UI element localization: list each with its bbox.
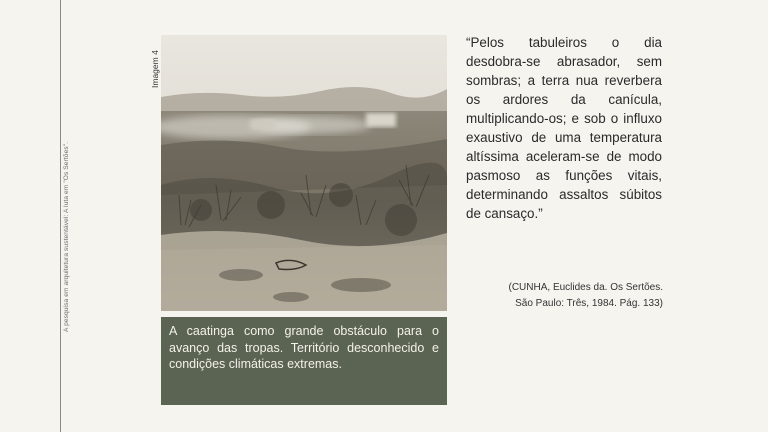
caatinga-landscape-photo	[161, 35, 447, 311]
citation-line-1: (CUNHA, Euclides da. Os Sertões.	[508, 282, 663, 293]
euclides-quote: “Pelos tabuleiros o dia desdobra-se abrasador, sem sombras; a terra nua reverbera os ardores da canícula, multiplicando-os; e sob o influxo exaustivo de uma temperatura altíssima aceleram-se de modo pasmoso as funções vitais, determinando assaltos súbitos de cansaço.”	[466, 35, 662, 221]
image-number-label: Imagem 4	[150, 50, 160, 88]
vertical-page-caption: A pesquisa em arquitetura sustentável: A luta em "Os Sertões".	[63, 141, 70, 332]
quote-citation	[455, 280, 663, 311]
photo-caption-box	[161, 317, 447, 405]
citation-line-2: São Paulo: Três, 1984. Pág. 133)	[515, 297, 663, 309]
vertical-divider-line	[60, 0, 61, 432]
photo-illustration	[161, 35, 447, 311]
photo-caption-text: A caatinga como grande obstáculo para o avanço das tropas. Território desconhecido e condições climáticas extremas.	[169, 324, 439, 371]
